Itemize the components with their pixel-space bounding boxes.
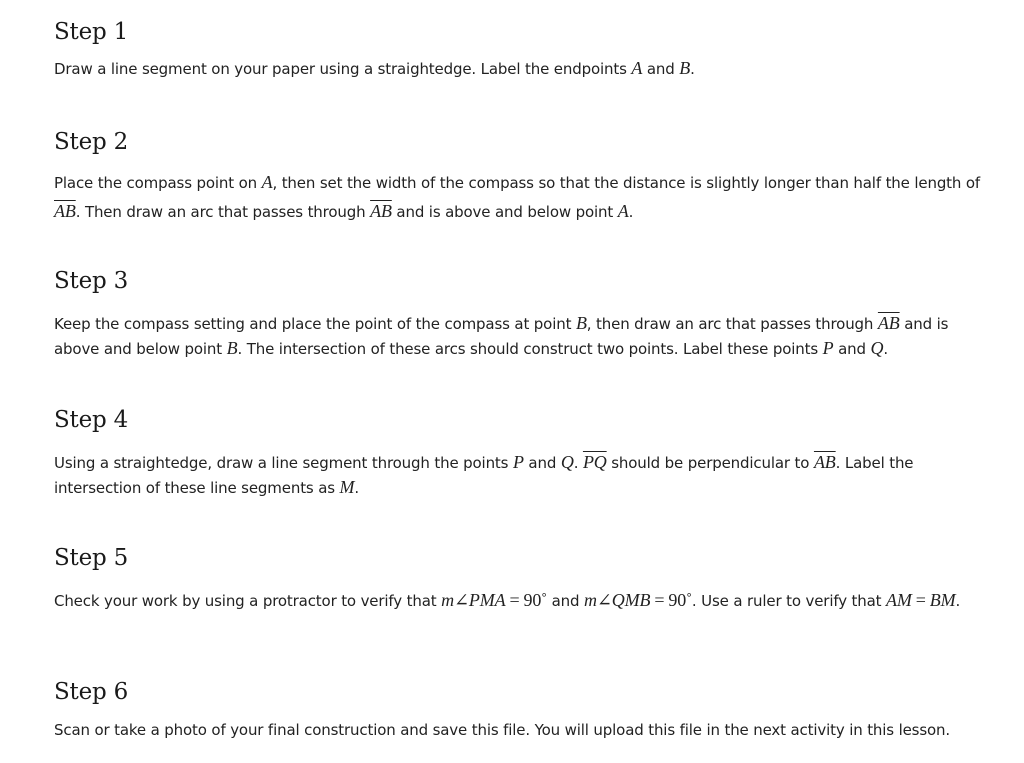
- step-6-title: Step 6: [54, 679, 129, 705]
- step-4-title: Step 4: [54, 407, 129, 433]
- step-1: [54, 18, 989, 81]
- step-2: [54, 128, 989, 226]
- step-3-title: Step 3: [54, 268, 129, 294]
- segment-ab: $\overline{AB}$: [813, 452, 836, 472]
- segment-ab: $\overline{AB}$: [54, 201, 76, 221]
- step-3: [54, 267, 989, 361]
- step-5: [54, 544, 989, 613]
- step-2-text: Place the compass point on A, then set the width of the compass so that the distance is slightly longer than half the length of $\overline{AB}$. Then draw an arc that passes through $\overline{AB}$ and is above and below point A.: [54, 172, 981, 221]
- step-2-title: Step 2: [54, 129, 129, 155]
- step-4-text: Using a straightedge, draw a line segment through the points P and Q. $\overline{PQ}$ should be perpendicular to $\overline{AB}$. Label the intersection of these line segments as M.: [54, 452, 914, 497]
- step-3-text: Keep the compass setting and place the point of the compass at point B, then draw an arc that passes through $\overline{AB}$ and is above and below point B. The intersection of these arcs should construct two points. Label these points P and Q.: [54, 313, 949, 358]
- segment-ab: $\overline{AB}$: [370, 201, 392, 221]
- step-5-title: Step 5: [54, 545, 129, 571]
- segment-ab: $\overline{AB}$: [877, 313, 900, 333]
- step-6: [54, 678, 989, 742]
- step-1-title: Step 1: [54, 19, 129, 45]
- segment-pq: $\overline{PQ}$: [582, 452, 607, 472]
- step-1-text: Draw a line segment on your paper using a straightedge. Label the endpoints A and B.: [54, 58, 695, 78]
- step-6-text: Scan or take a photo of your final construction and save this file. You will upload this file in the next activity in this lesson.: [54, 721, 951, 739]
- step-4: [54, 406, 989, 500]
- step-5-text: Check your work by using a protractor to verify that m∠PMA = 90˚ and m∠QMB = 90˚. Use a ruler to verify that AM = BM.: [54, 590, 961, 610]
